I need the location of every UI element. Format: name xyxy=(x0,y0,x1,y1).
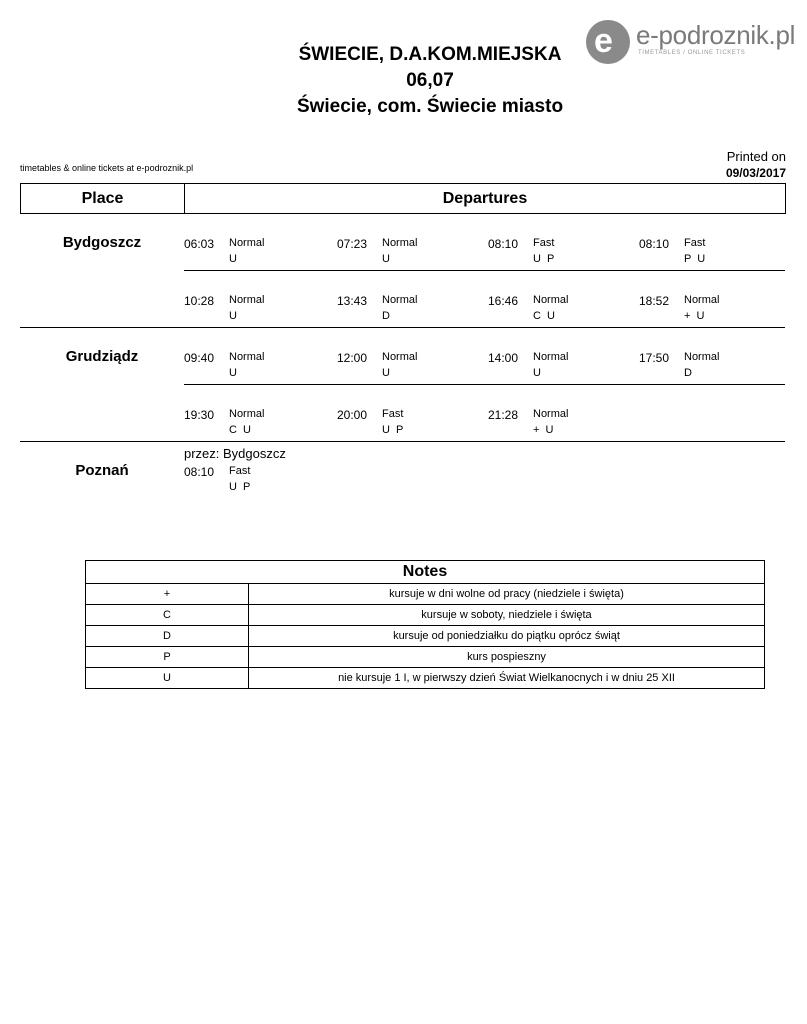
departure-time: 08:10 xyxy=(639,237,670,251)
departure-time: 20:00 xyxy=(337,408,368,422)
departure-notes: U xyxy=(229,310,237,322)
city-name: Grudziądz xyxy=(65,348,139,365)
note-text: kursuje w soboty, niedziele i święta xyxy=(249,605,765,626)
departure-time: 07:23 xyxy=(337,237,368,251)
departure-time: 16:46 xyxy=(488,294,519,308)
via-label: przez: Bydgoszcz xyxy=(184,446,286,461)
departure-notes: D xyxy=(382,310,390,322)
printed-info xyxy=(726,148,786,182)
city-name: Poznań xyxy=(75,462,129,479)
note-text: kursuje w dni wolne od pracy (niedziele i święta) xyxy=(249,584,765,605)
departure-type: Normal xyxy=(684,351,720,363)
site-text: timetables & online tickets at e-podroznik.pl xyxy=(20,163,194,173)
row-divider xyxy=(184,270,785,271)
departure-notes: P U xyxy=(684,253,706,265)
departure-type: Normal xyxy=(229,237,265,249)
departure-time: 09:40 xyxy=(184,351,215,365)
departure-time: 21:28 xyxy=(488,408,519,422)
row-divider xyxy=(20,327,785,328)
note-text: nie kursuje 1 I, w pierwszy dzień Świat Wielkanocnych i w dniu 25 XII xyxy=(249,668,765,689)
departure-type: Normal xyxy=(533,351,569,363)
departure-type: Normal xyxy=(382,237,418,249)
departure-time: 18:52 xyxy=(639,294,670,308)
departure-time: 14:00 xyxy=(488,351,519,365)
departure-notes: U xyxy=(229,367,237,379)
note-symbol: D xyxy=(86,626,249,647)
departure-type: Fast xyxy=(533,237,555,249)
note-row xyxy=(86,584,765,605)
e-podroznik-logo xyxy=(586,18,801,66)
departure-notes: U xyxy=(533,367,541,379)
departure-notes: C U xyxy=(533,310,555,322)
departure-time: 17:50 xyxy=(639,351,670,365)
logo-mark-icon: e xyxy=(586,20,630,64)
note-symbol: P xyxy=(86,647,249,668)
note-symbol: + xyxy=(86,584,249,605)
departure-notes: C U xyxy=(229,424,251,436)
note-text: kurs pospieszny xyxy=(249,647,765,668)
logo-tagline: TIMETABLES / ONLINE TICKETS xyxy=(638,50,746,56)
departure-type: Normal xyxy=(382,294,418,306)
row-divider xyxy=(184,384,785,385)
stop-location: Świecie, com. Świecie miasto xyxy=(296,96,564,117)
place-column-header: Place xyxy=(21,184,185,213)
departure-type: Normal xyxy=(229,294,265,306)
departure-time: 12:00 xyxy=(337,351,368,365)
departure-type: Normal xyxy=(533,294,569,306)
notes-title: Notes xyxy=(86,561,765,584)
departure-type: Normal xyxy=(382,351,418,363)
departure-notes: + U xyxy=(684,310,705,322)
departure-time: 08:10 xyxy=(488,237,519,251)
departure-type: Fast xyxy=(382,408,404,420)
note-row xyxy=(86,626,765,647)
departure-notes: U P xyxy=(533,253,555,265)
departure-type: Normal xyxy=(533,408,569,420)
departure-notes: U xyxy=(229,253,237,265)
stop-name: ŚWIECIE, D.A.KOM.MIEJSKA xyxy=(298,44,562,65)
note-row xyxy=(86,668,765,689)
departure-notes: U P xyxy=(382,424,404,436)
row-divider xyxy=(20,441,785,442)
note-symbol: U xyxy=(86,668,249,689)
departure-time: 10:28 xyxy=(184,294,215,308)
departures-column-header: Departures xyxy=(442,190,528,207)
note-text: kursuje od poniedziałku do piątku oprócz świąt xyxy=(249,626,765,647)
platform-numbers: 06,07 xyxy=(406,70,454,91)
note-row xyxy=(86,647,765,668)
departure-type: Fast xyxy=(229,465,251,477)
departure-time: 13:43 xyxy=(337,294,368,308)
note-row xyxy=(86,605,765,626)
departure-notes: + U xyxy=(533,424,554,436)
city-name: Bydgoszcz xyxy=(62,234,142,251)
timetable-header xyxy=(20,183,786,214)
departure-time: 06:03 xyxy=(184,237,215,251)
departure-type: Normal xyxy=(684,294,720,306)
departure-notes: U xyxy=(382,253,390,265)
departure-time: 08:10 xyxy=(184,465,215,479)
departure-type: Fast xyxy=(684,237,706,249)
printed-label: Printed on xyxy=(726,149,786,164)
notes-table xyxy=(85,560,765,689)
departure-notes: U P xyxy=(229,481,251,493)
departure-type: Normal xyxy=(229,351,265,363)
departure-type: Normal xyxy=(229,408,265,420)
departure-notes: D xyxy=(684,367,692,379)
printed-date: 09/03/2017 xyxy=(725,166,786,180)
departure-notes: U xyxy=(382,367,390,379)
departure-time: 19:30 xyxy=(184,408,215,422)
logo-name: e-podroznik.pl xyxy=(636,20,796,50)
note-symbol: C xyxy=(86,605,249,626)
